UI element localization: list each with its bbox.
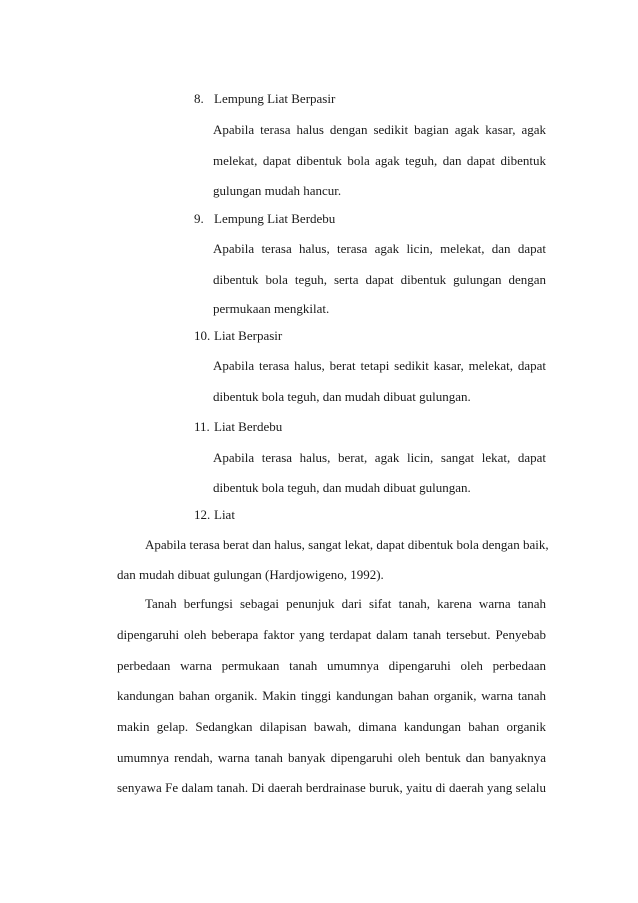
list-item-9-title: [194, 211, 335, 227]
paragraph-1-line-1: Apabila terasa berat dan halus, sangat lekat, dapat dibentuk bola dengan baik,: [145, 537, 549, 552]
paragraph-2-line-3: perbedaan warna permukaan tanah umumnya dipengaruhi oleh perbedaan: [117, 658, 546, 673]
paragraph-2-line-7: senyawa Fe dalam tanah. Di daerah berdrainase buruk, yaitu di daerah yang selalu: [117, 780, 546, 795]
list-item-title-text: Lempung Liat Berdebu: [214, 211, 336, 226]
paragraph-2-line-5: makin gelap. Sedangkan dilapisan bawah, dimana kandungan bahan organik: [117, 719, 546, 734]
paragraph-2-line-2: dipengaruhi oleh beberapa faktor yang terdapat dalam tanah tersebut. Penyebab: [117, 627, 546, 642]
list-item-10-desc-line-1: Apabila terasa halus, berat tetapi sedikit kasar, melekat, dapat: [213, 358, 546, 373]
list-item-11-title: [194, 419, 282, 435]
list-item-12-title: [194, 507, 235, 523]
list-item-8-desc-line-3: gulungan mudah hancur.: [213, 183, 342, 198]
list-item-10-desc-line-2: dibentuk bola teguh, dan mudah dibuat gulungan.: [213, 389, 471, 404]
list-item-number: 10.: [194, 328, 211, 343]
paragraph-2-line-4: kandungan bahan organik. Makin tinggi kandungan bahan organik, warna tanah: [117, 688, 546, 703]
list-item-title-text: Lempung Liat Berpasir: [214, 91, 336, 106]
list-item-number: 11.: [194, 419, 210, 434]
paragraph-1-line-2: dan mudah dibuat gulungan (Hardjowigeno, 1992).: [117, 567, 384, 582]
list-item-number: 12.: [194, 507, 211, 522]
list-item-9-desc-line-1: Apabila terasa halus, terasa agak licin, melekat, dan dapat: [213, 241, 546, 256]
list-item-8-desc-line-1: Apabila terasa halus dengan sedikit bagian agak kasar, agak: [213, 122, 546, 137]
list-item-title-text: Liat Berpasir: [214, 328, 283, 343]
list-item-title-text: Liat: [214, 507, 235, 522]
list-item-8-desc-line-2: melekat, dapat dibentuk bola agak teguh, dan dapat dibentuk: [213, 153, 546, 168]
paragraph-2-line-1: Tanah berfungsi sebagai penunjuk dari sifat tanah, karena warna tanah: [145, 596, 546, 611]
paragraph-2-line-6: umumnya rendah, warna tanah banyak dipengaruhi oleh bentuk dan banyaknya: [117, 750, 546, 765]
list-item-9-desc-line-3: permukaan mengkilat.: [213, 301, 330, 316]
list-item-title-text: Liat Berdebu: [214, 419, 283, 434]
list-item-8-title: [194, 91, 335, 107]
list-item-11-desc-line-2: dibentuk bola teguh, dan mudah dibuat gulungan.: [213, 480, 471, 495]
list-item-9-desc-line-2: dibentuk bola teguh, serta dapat dibentuk gulungan dengan: [213, 272, 546, 287]
list-item-10-title: [194, 328, 282, 344]
list-item-number: 8.: [194, 91, 204, 106]
list-item-number: 9.: [194, 211, 204, 226]
list-item-11-desc-line-1: Apabila terasa halus, berat, agak licin, sangat lekat, dapat: [213, 450, 546, 465]
